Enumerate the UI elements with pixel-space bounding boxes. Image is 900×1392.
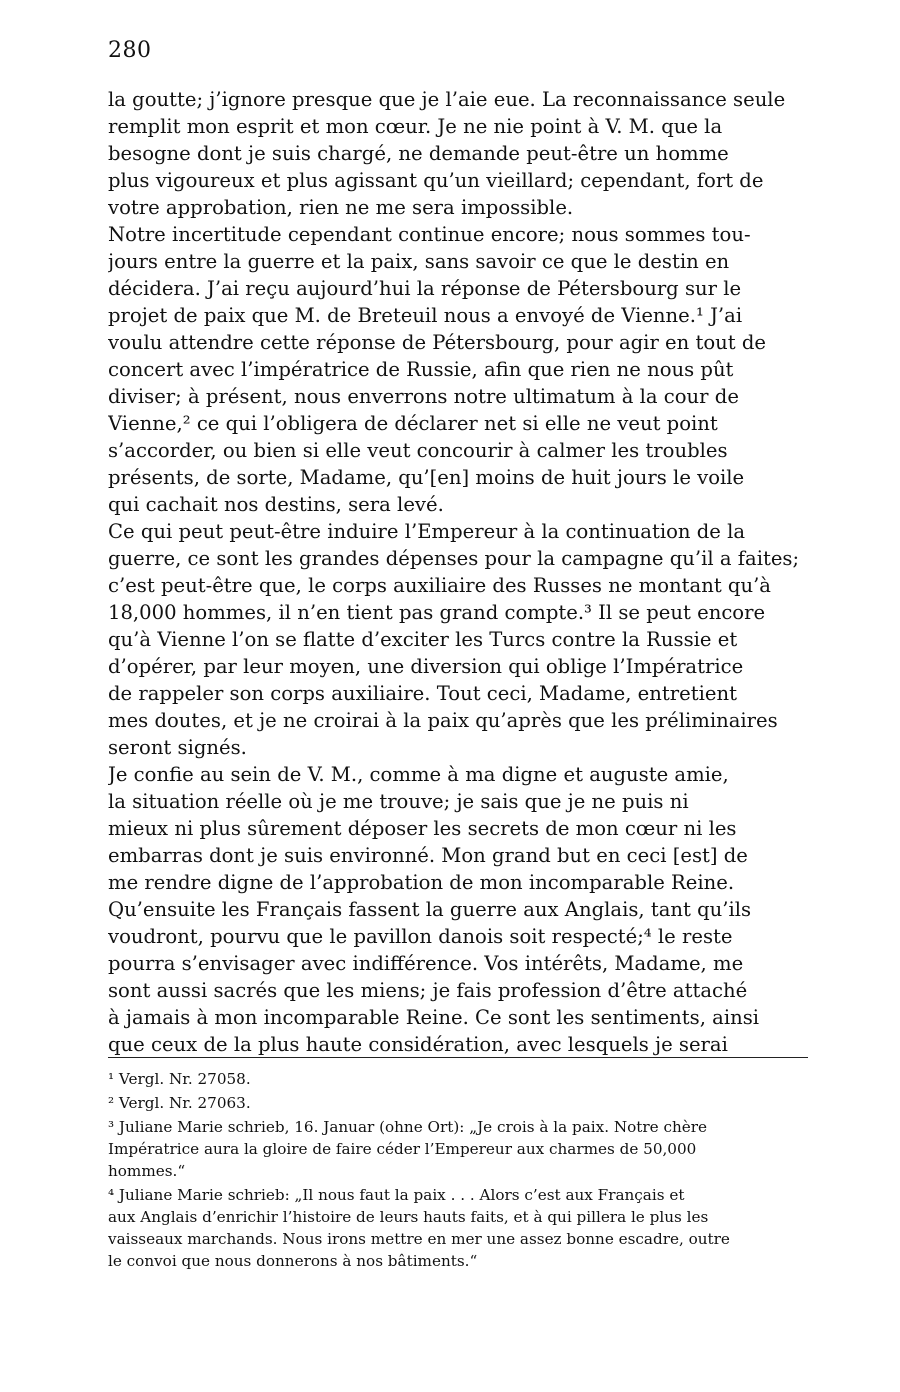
paragraph [108,86,808,221]
footnotes [108,1068,808,1274]
text-line: mieux ni plus sûrement déposer les secrets de mon cœur ni les [108,817,737,840]
footnote [108,1092,808,1114]
text-line: Ce qui peut peut-être induire l’Empereur à la continuation de la [108,520,746,543]
text-line: Je confie au sein de V. M., comme à ma digne et auguste amie, [108,763,729,786]
text-line: Notre incertitude cependant continue encore; nous sommes tou- [108,223,751,246]
text-line: c’est peut-être que, le corps auxiliaire des Russes ne montant qu’à [108,574,771,597]
footnote-line: ² Vergl. Nr. 27063. [108,1094,251,1112]
text-line: concert avec l’impératrice de Russie, afin que rien ne nous pût [108,358,734,381]
text-line: remplit mon esprit et mon cœur. Je ne nie point à V. M. que la [108,115,723,138]
text-line: décidera. J’ai reçu aujourd’hui la réponse de Pétersbourg sur le [108,277,742,300]
paragraph [108,221,808,518]
text-line: de rappeler son corps auxiliaire. Tout ceci, Madame, entretient [108,682,737,705]
text-line: à jamais à mon incomparable Reine. Ce sont les sentiments, ainsi [108,1006,760,1029]
text-line: la goutte; j’ignore presque que je l’aie eue. La reconnaissance seule [108,88,786,111]
text-line: me rendre digne de l’approbation de mon incomparable Reine. [108,871,735,894]
footnote-line: ¹ Vergl. Nr. 27058. [108,1070,251,1088]
text-line: présents, de sorte, Madame, qu’[en] moins de huit jours le voile [108,466,745,489]
text-line: jours entre la guerre et la paix, sans savoir ce que le destin en [108,250,730,273]
text-line: que ceux de la plus haute considération, avec lesquels je serai [108,1033,728,1056]
main-text [108,86,808,1058]
text-line: diviser; à présent, nous enverrons notre ultimatum à la cour de [108,385,739,408]
text-line: Vienne,² ce qui l’obligera de déclarer net si elle ne veut point [108,412,718,435]
text-line: 18,000 hommes, il n’en tient pas grand compte.³ Il se peut encore [108,601,766,624]
footnote-line: le convoi que nous donnerons à nos bâtiments.“ [108,1252,478,1270]
text-line: mes doutes, et je ne croirai à la paix qu’après que les préliminaires [108,709,778,732]
text-line: sont aussi sacrés que les miens; je fais profession d’être attaché [108,979,748,1002]
text-line: embarras dont je suis environné. Mon grand but en ceci [est] de [108,844,748,867]
text-line: qu’à Vienne l’on se flatte d’exciter les Turcs contre la Russie et [108,628,738,651]
footnote [108,1116,808,1182]
paragraph [108,761,808,1058]
text-line: projet de paix que M. de Breteuil nous a envoyé de Vienne.¹ J’ai [108,304,743,327]
footnote-line: hommes.“ [108,1162,186,1180]
text-line: votre approbation, rien ne me sera impossible. [108,196,574,219]
text-line: s’accorder, ou bien si elle veut concourir à calmer les troubles [108,439,728,462]
footnote [108,1184,808,1272]
footnote-line: Impératrice aura la gloire de faire céder l’Empereur aux charmes de 50,000 [108,1140,697,1158]
footnote [108,1068,808,1090]
text-line: besogne dont je suis chargé, ne demande peut-être un homme [108,142,729,165]
text-line: voulu attendre cette réponse de Pétersbourg, pour agir en tout de [108,331,767,354]
text-line: voudront, pourvu que le pavillon danois soit respecté;⁴ le reste [108,925,733,948]
footnote-separator [108,1057,808,1058]
text-line: seront signés. [108,736,247,759]
footnote-line: ⁴ Juliane Marie schrieb: „Il nous faut la paix . . . Alors c’est aux Français et [108,1186,685,1204]
text-line: Qu’ensuite les Français fassent la guerre aux Anglais, tant qu’ils [108,898,752,921]
text-line: guerre, ce sont les grandes dépenses pour la campagne qu’il a faites; [108,547,800,570]
text-line: pourra s’envisager avec indifférence. Vos intérêts, Madame, me [108,952,744,975]
text-line: la situation réelle où je me trouve; je sais que je ne puis ni [108,790,689,813]
text-line: d’opérer, par leur moyen, une diversion qui oblige l’Impératrice [108,655,744,678]
page-number: 280 [108,38,152,63]
text-line: plus vigoureux et plus agissant qu’un vieillard; cependant, fort de [108,169,764,192]
text-line: qui cachait nos destins, sera levé. [108,493,444,516]
footnote-line: ³ Juliane Marie schrieb, 16. Januar (ohne Ort): „Je crois à la paix. Notre chère [108,1118,707,1136]
footnote-line: vaisseaux marchands. Nous irons mettre en mer une assez bonne escadre, outre [108,1230,730,1248]
footnote-line: aux Anglais d’enrichir l’histoire de leurs hauts faits, et à qui pillera le plus les [108,1208,709,1226]
paragraph [108,518,808,761]
